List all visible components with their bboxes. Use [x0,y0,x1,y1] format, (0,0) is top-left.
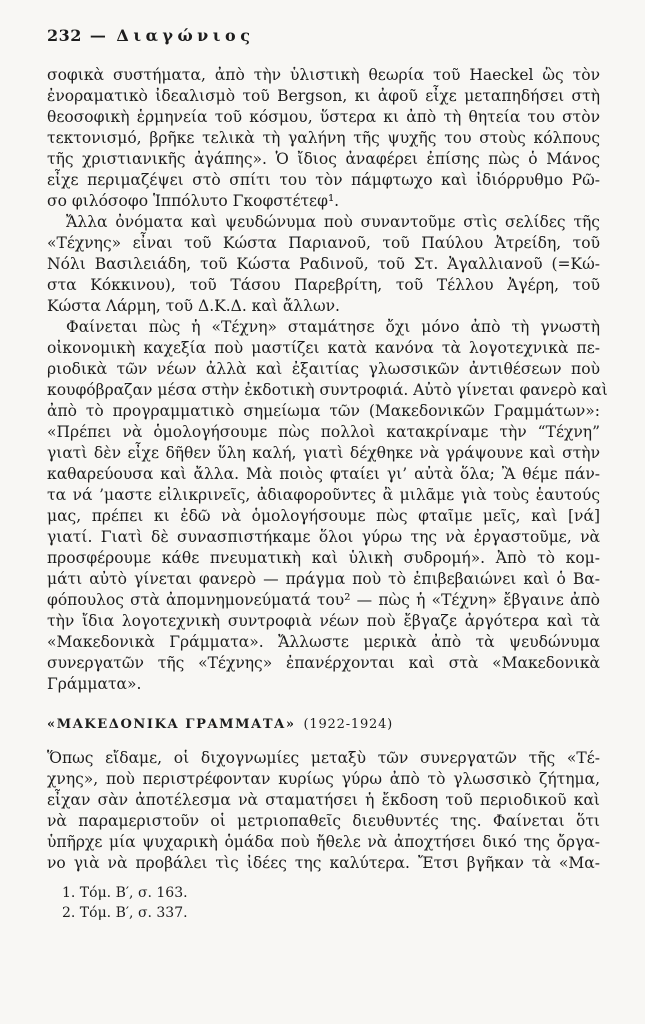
text-line: Γράμματα». [47,675,142,693]
text-line: νο γιὰ νὰ προβάλει τὶς ἰδέες της καλύτερα. Ἔτσι βγῆκαν τὰ «Μα- [47,854,600,872]
text-line: Ἄλλα ὀνόματα καὶ ψευδώνυμα ποὺ συναντοῦμε στὶς σελίδες τῆς [66,213,600,231]
paragraph [47,65,600,212]
text-line: νὰ παραμεριστοῦν οἱ μετριοπαθεῖς διευθυντές της. Φαίνεται ὅτι [47,812,600,830]
paragraph [47,212,600,317]
text-line: οἰκονομικὴ καχεξία ποὺ μαστίζει κατὰ κανόνα τὰ λογοτεχνικὰ πε- [47,339,600,357]
running-header [47,26,600,45]
text-line: κουφόβραζαν μέσα στὴν ἐκδοτικὴ συντροφιά. Αὐτὸ γίνεται φανερὸ καὶ [47,381,608,399]
text-line: εἶχε περιμαζέψει στὸ σπίτι του τὸν πάμφτωχο καὶ ἰδιόρρυθμο Ρῶ- [47,171,600,189]
paragraph [47,748,600,874]
section-heading [47,717,600,732]
text-line: τὴν ἴδια λογοτεχνικὴ συντροφιὰ νέων ποὺ ἔβγαζε ἀργότερα καὶ τὰ [47,612,600,630]
section-heading-title: «ΜΑΚΕΔΟΝΙΚΑ ΓΡΑΜΜΑΤΑ» [47,717,296,732]
journal-title: Διαγώνιος [116,26,255,45]
text-line: Φαίνεται πὼς ἡ «Τέχνη» σταμάτησε ὄχι μόνο ἀπὸ τὴ γνωστὴ [66,318,600,336]
header-dash: — [89,26,107,45]
footnotes [47,883,600,923]
text-line: «Μακεδονικὰ Γράμματα». Ἄλλωστε μερικὰ ἀπὸ τὰ ψευδώνυμα [47,633,600,651]
text-line: καθαρεύουσα καὶ ἄλλα. Μὰ ποιὸς φταίει γι’ αὐτὰ ὅλα; Ἂ θέμε πάν- [47,465,600,483]
text-line: στα Κόκκινου), τοῦ Τάσου Παρεβρίτη, τοῦ Τέλλου Ἀγέρη, τοῦ [47,276,600,294]
footnote: 2. Τόμ. Β′, σ. 337. [62,905,188,921]
text-line: ἀπὸ τὸ προγραμματικὸ σημείωμα τῶν (Μακεδονικῶν Γραμμάτων»: [47,402,600,420]
text-line: ριοδικὰ τῶν νέων ἀλλὰ καὶ ἐξαιτίας γλωσσικῶν ἀντιθέσεων ποὺ [47,360,600,378]
text-line: Ὅπως εἴδαμε, οἱ διχογνωμίες μεταξὺ τῶν συνεργατῶν τῆς «Τέ- [47,749,600,767]
text-line: «Πρέπει νὰ ὁμολογήσουμε πὼς πολλοὶ κατακρίναμε τὴν “Τέχνη” [47,423,600,441]
text-line: τεκτονισμό, βρῆκε τελικὰ τὴ γαλήνη τῆς ψυχῆς του στοὺς κόλπους [47,129,600,147]
text-line: γιατί. Γιατὶ δὲ συνασπιστήκαμε ὅλοι γύρω της νὰ ἐργαστοῦμε, νὰ [47,528,600,546]
text-line: «Τέχνης» εἶναι τοῦ Κώστα Παριανοῦ, τοῦ Παύλου Ἀτρείδη, τοῦ [47,234,600,252]
text-line: Κώστα Λάρμη, τοῦ Δ.Κ.Δ. καὶ ἄλλων. [47,297,340,315]
text-line: συνεργατῶν τῆς «Τέχνης» ἐπανέρχονται καὶ στὰ «Μακεδονικὰ [47,654,600,672]
text-line: χνης», ποὺ περιστρέφονταν κυρίως γύρω ἀπὸ τὸ γλωσσικὸ ζήτημα, [47,770,600,788]
page-number: 232 [47,26,82,45]
text-line: εἶχαν σὰν ἀποτέλεσμα νὰ σταματήσει ἡ ἔκδοση τοῦ περιοδικοῦ καὶ [47,791,600,809]
text-line: ὑπῆρχε μία ψυχαρικὴ ὁμάδα ποὺ ἤθελε νὰ ἀποχτήσει δικό της ὄργα- [47,833,600,851]
paragraph [47,317,608,695]
text-line: τῆς χριστιανικῆς ἀγάπης». Ὁ ἴδιος ἀναφέρει ἐπίσης πὼς ὁ Μάνος [47,150,600,168]
footnote: 1. Τόμ. Β′, σ. 163. [62,885,188,901]
text-line: μάτι αὐτὸ γίνεται φανερὸ — πράγμα ποὺ τὸ ἐπιβεβαιώνει καὶ ὁ Βα- [47,570,600,588]
text-line: γιατὶ δὲν εἶχε δῆθεν ὕλη καλή, γιατὶ δέχθηκε νὰ γράψουνε καὶ στὴν [47,444,600,462]
text-line: θεοσοφικὴ ἑρμηνεία τοῦ κόσμου, ὕστερα κι ἀπὸ τὴ θητεία του στὸν [47,108,600,126]
body-text-before-heading [47,65,608,695]
text-line: Νόλι Βασιλειάδη, τοῦ Κώστα Ραδινοῦ, τοῦ Στ. Ἀγαλλιανοῦ (=Κώ- [47,255,600,273]
text-line: σοφικὰ συστήματα, ἀπὸ τὴν ὑλιστικὴ θεωρία τοῦ Haeckel ὣς τὸν [47,66,600,84]
section-heading-years: (1922-1924) [303,717,394,732]
body-text-after-heading [47,748,600,874]
text-line: σο φιλόσοφο Ἱππόλυτο Γκοφστέτεφ¹. [47,192,340,210]
text-line: προσφέρουμε κάθε πνευματικὴ καὶ ὑλικὴ συδρομή». Ἀπὸ τὸ κομ- [47,549,600,567]
text-line: ἐνοραματικὸ ἰδεαλισμὸ τοῦ Bergson, κι ἀφοῦ εἶχε μεταπηδήσει στὴ [47,87,600,105]
text-line: φόπουλος στὰ ἀπομνημονεύματά του² — πὼς ἡ «Τέχνη» ἔβγαινε ἀπὸ [47,591,600,609]
text-line: μας, πρέπει κι ἐδῶ νὰ ὁμολογήσουμε πὼς φταῖμε μεῖς, καὶ [νά] [47,507,600,525]
text-line: τα νά ’μαστε εἰλικρινεῖς, ἀδιαφοροῦντες ἂ μιλᾶμε γιὰ τοὺς ἑαυτούς [47,486,600,504]
